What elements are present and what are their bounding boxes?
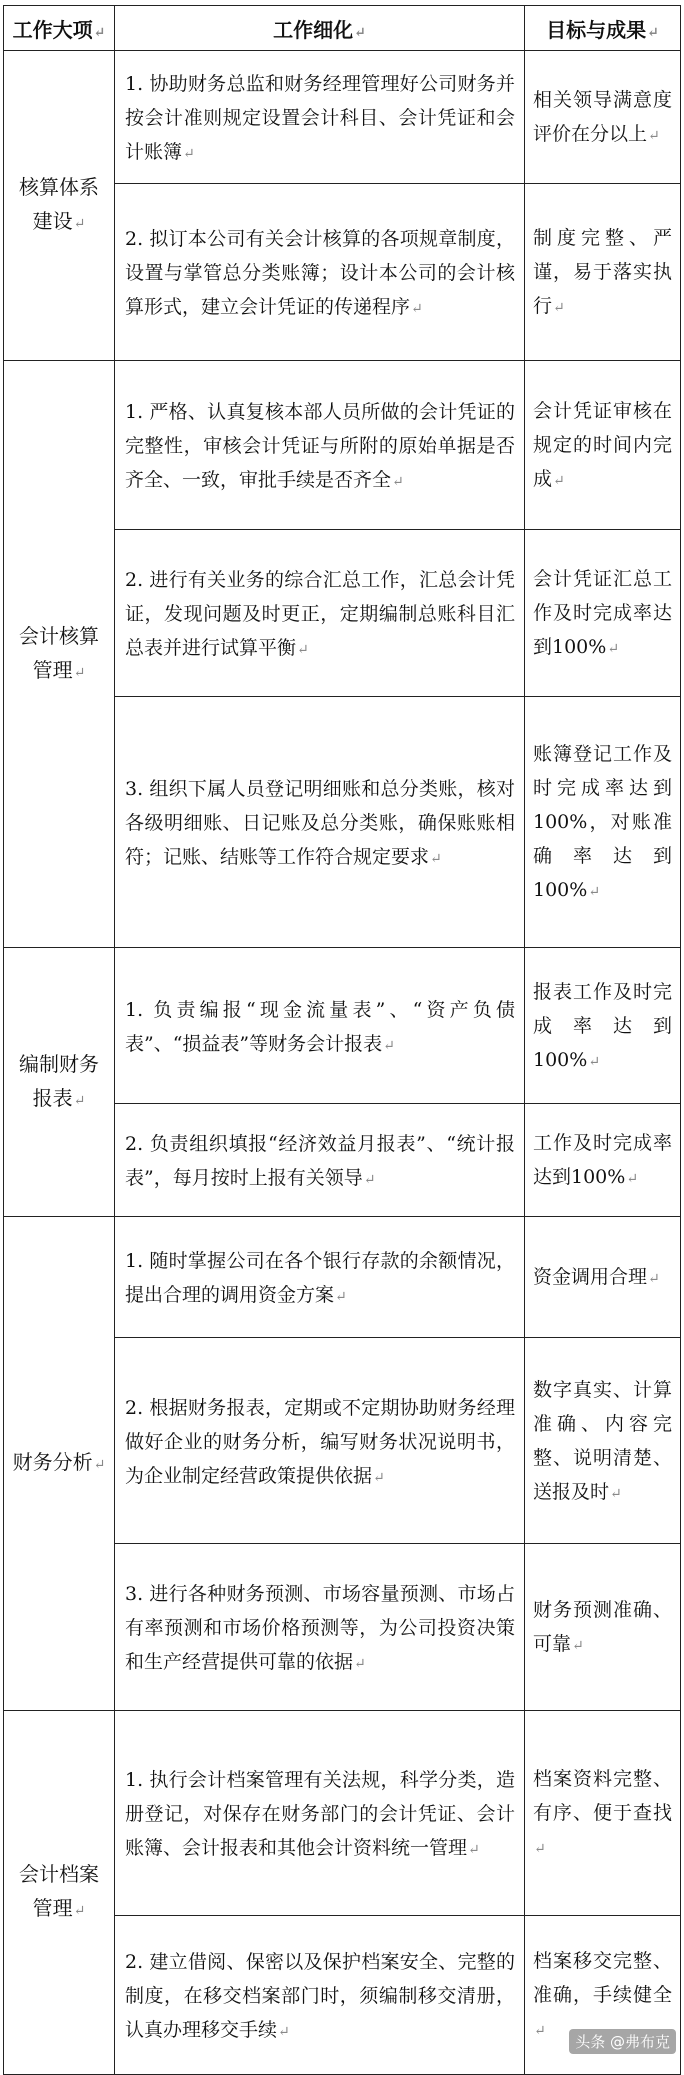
result-cell: 会计凭证汇总工作及时完成率达到100%↵ bbox=[525, 530, 681, 697]
result-cell: 相关领导满意度评价在分以上↵ bbox=[525, 51, 681, 184]
result-cell: 档案资料完整、有序、便于查找↵ bbox=[525, 1711, 681, 1916]
result-cell: 资金调用合理↵ bbox=[525, 1217, 681, 1338]
table-row bbox=[4, 51, 681, 184]
detail-cell: 1. 执行会计档案管理有关法规，科学分类，造册登记，对保存在财务部门的会计凭证、会计账簿、会计报表和其他会计资料统一管理↵ bbox=[115, 1711, 525, 1916]
result-cell: 会计凭证审核在规定的时间内完成↵ bbox=[525, 361, 681, 530]
detail-cell: 2. 进行有关业务的综合汇总工作，汇总会计凭证，发现问题及时更正，定期编制总账科目汇总表并进行试算平衡↵ bbox=[115, 530, 525, 697]
result-cell: 报表工作及时完成率达到100%↵ bbox=[525, 948, 681, 1104]
table-row bbox=[4, 948, 681, 1104]
table-row bbox=[4, 361, 681, 530]
result-cell: 档案移交完整、准确，手续健全↵ bbox=[525, 1916, 681, 2075]
detail-cell: 1. 严格、认真复核本部人员所做的会计凭证的完整性，审核会计凭证与所附的原始单据是否齐全、一致，审批手续是否齐全↵ bbox=[115, 361, 525, 530]
result-cell: 工作及时完成率达到100%↵ bbox=[525, 1104, 681, 1217]
category-cell: 会计档案管理↵ bbox=[4, 1711, 115, 2075]
result-cell: 制度完整、严谨，易于落实执行↵ bbox=[525, 184, 681, 361]
detail-cell: 1. 负责编报“现金流量表”、“资产负债表”、“损益表”等财务会计报表↵ bbox=[115, 948, 525, 1104]
detail-cell: 2. 根据财务报表，定期或不定期协助财务经理做好企业的财务分析，编写财务状况说明书，为企业制定经营政策提供依据↵ bbox=[115, 1338, 525, 1544]
watermark: 头条 @弗布克 bbox=[569, 2029, 676, 2054]
result-cell: 财务预测准确、可靠↵ bbox=[525, 1544, 681, 1711]
header-category: 工作大项↵ bbox=[4, 6, 115, 51]
category-cell: 核算体系建设↵ bbox=[4, 51, 115, 361]
detail-cell: 3. 组织下属人员登记明细账和总分类账，核对各级明细账、日记账及总分类账，确保账账相符；记账、结账等工作符合规定要求↵ bbox=[115, 697, 525, 948]
category-cell: 编制财务报表↵ bbox=[4, 948, 115, 1217]
header-detail: 工作细化↵ bbox=[115, 6, 525, 51]
detail-cell: 1. 随时掌握公司在各个银行存款的余额情况，提出合理的调用资金方案↵ bbox=[115, 1217, 525, 1338]
detail-cell: 3. 进行各种财务预测、市场容量预测、市场占有率预测和市场价格预测等，为公司投资决策和生产经营提供可靠的依据↵ bbox=[115, 1544, 525, 1711]
header-result: 目标与成果↵ bbox=[525, 6, 681, 51]
result-cell: 账簿登记工作及时完成率达到100%，对账准确率达到100%↵ bbox=[525, 697, 681, 948]
category-cell: 财务分析↵ bbox=[4, 1217, 115, 1711]
detail-cell: 2. 负责组织填报“经济效益月报表”、“统计报表”，每月按时上报有关领导↵ bbox=[115, 1104, 525, 1217]
header-row bbox=[4, 6, 681, 51]
table-row bbox=[4, 1711, 681, 1916]
detail-cell: 2. 拟订本公司有关会计核算的各项规章制度，设置与掌管总分类账簿；设计本公司的会计核算形式，建立会计凭证的传递程序↵ bbox=[115, 184, 525, 361]
work-table bbox=[3, 5, 681, 2075]
detail-cell: 2. 建立借阅、保密以及保护档案安全、完整的制度，在移交档案部门时，须编制移交清册，认真办理移交手续↵ bbox=[115, 1916, 525, 2075]
result-cell: 数字真实、计算准确、内容完整、说明清楚、送报及时↵ bbox=[525, 1338, 681, 1544]
detail-cell: 1. 协助财务总监和财务经理管理好公司财务并按会计准则规定设置会计科目、会计凭证和会计账簿↵ bbox=[115, 51, 525, 184]
table-row bbox=[4, 1217, 681, 1338]
category-cell: 会计核算管理↵ bbox=[4, 361, 115, 948]
